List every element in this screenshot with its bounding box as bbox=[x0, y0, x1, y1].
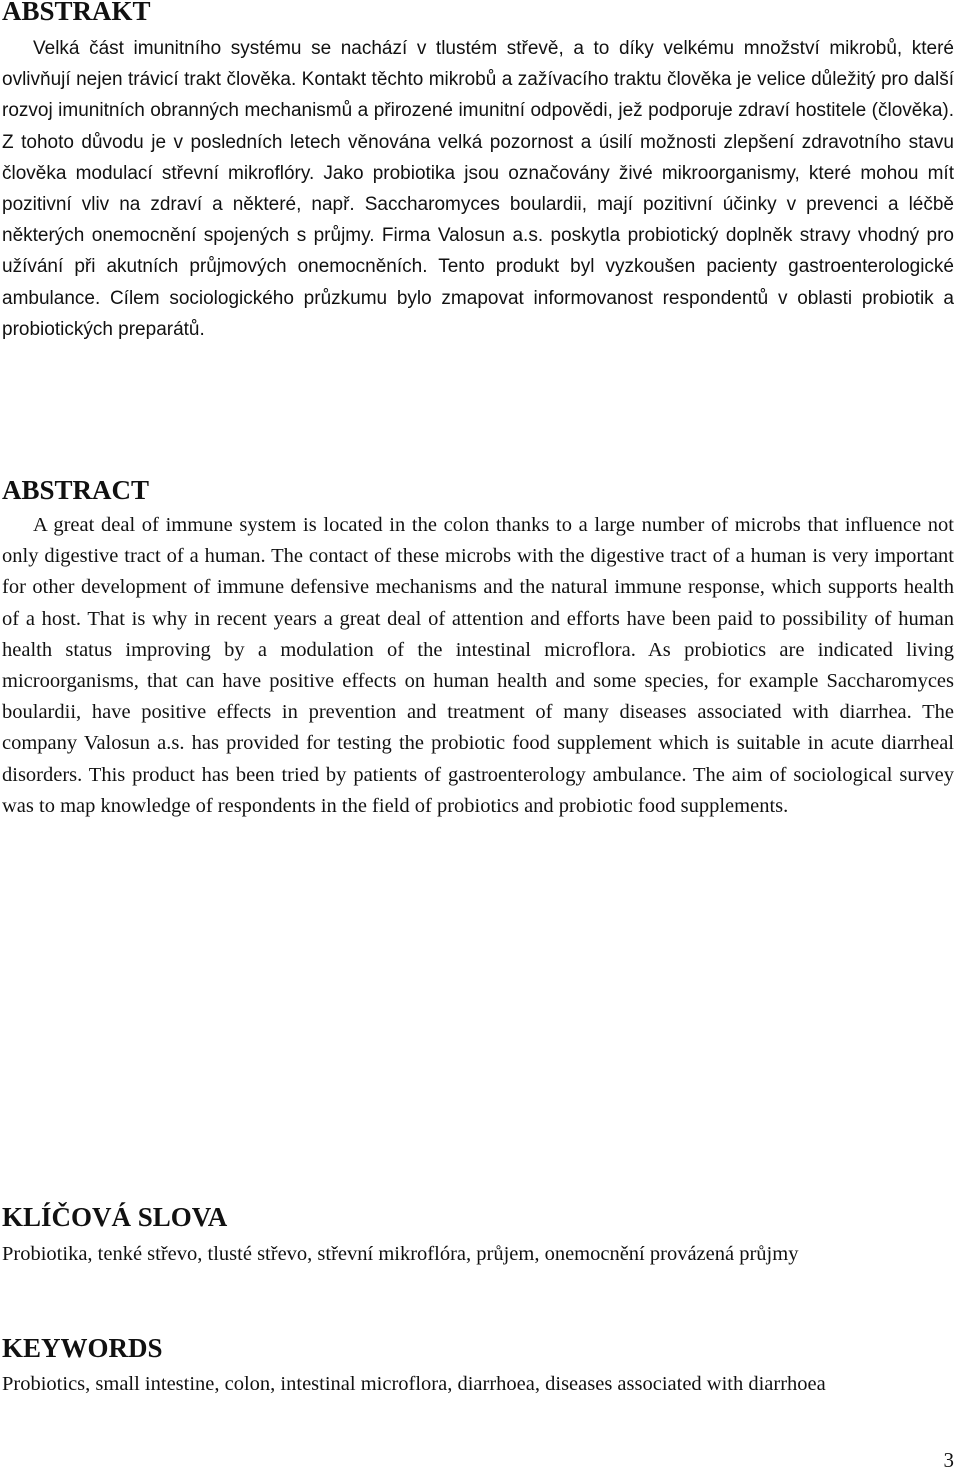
klicova-slova-heading: KLÍČOVÁ SLOVA bbox=[2, 1202, 228, 1232]
abstract-heading: ABSTRACT bbox=[2, 475, 150, 505]
abstract-paragraph: A great deal of immune system is located in the colon thanks to a large number of microbs that influence not only digestive tract of a human. The contact of these microbs with the digestive tract of a human is very important for other development of immune defensive mechanisms and the natural immune response, which supports health of a host. That is why in recent years a great deal of attention and efforts have been paid to possibility of human health status improving by a modulation of the intestinal microflora. As probiotics are indicated living microorganisms, that can have positive effects on human health and some species, for example Saccharomyces boulardii, have positive effects in prevention and treatment of many diseases associated with diarrhea. The company Valosun a.s. has provided for testing the probiotic food supplement which is suitable in acute diarrheal disorders. This product has been tried by patients of gastroenterology ambulance. The aim of sociological survey was to map knowledge of respondents in the field of probiotics and probiotic food supplements. bbox=[2, 514, 954, 817]
keywords-text: Probiotics, small intestine, colon, intestinal microflora, diarrhoea, diseases associated with diarrhoea bbox=[2, 1373, 826, 1395]
keywords-heading: KEYWORDS bbox=[2, 1333, 163, 1363]
abstrakt-paragraph: Velká část imunitního systému se nachází v tlustém střevě, a to díky velkému množství mikrobů, které ovlivňují nejen trávicí trakt člověka. Kontakt těchto mikrobů a zažívacího traktu člověka je velice důležitý pro další rozvoj imunitních obranných mechanismů a přirozené imunitní odpovědi, jež podporuje zdraví hostitele (člověka). Z tohoto důvodu je v posledních letech věnována velká pozornost a úsilí možnosti zlepšení zdravotního stavu člověka modulací střevní mikroflóry. Jako probiotika jsou označovány živé mikroorganismy, které mohou mít pozitivní vliv na zdraví a některé, např. Saccharomyces boulardii, mají pozitivní účinky v prevenci a léčbě některých onemocnění spojených s průjmy. Firma Valosun a.s. poskytla probiotický doplněk stravy vhodný pro užívání při akutních průjmových onemocněních. Tento produkt byl vyzkoušen pacienty gastroenterologické ambulance. Cílem sociologického průzkumu bylo zmapovat informovanost respondentů v oblasti probiotik a probiotických preparátů. bbox=[2, 38, 954, 340]
page-number: 3 bbox=[943, 1448, 954, 1472]
klicova-slova-text: Probiotika, tenké střevo, tlusté střevo, střevní mikroflóra, průjem, onemocnění provázená průjmy bbox=[2, 1243, 799, 1265]
abstrakt-heading: ABSTRAKT bbox=[2, 0, 151, 26]
